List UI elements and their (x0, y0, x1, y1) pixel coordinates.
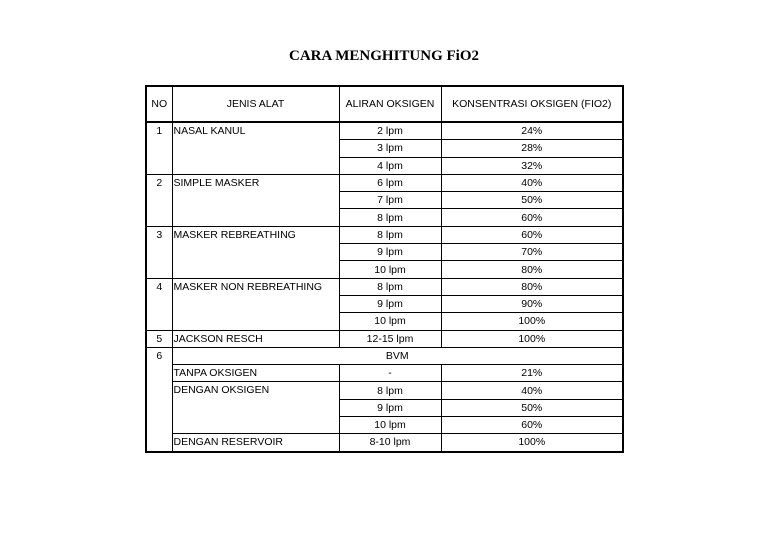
device-name: DENGAN OKSIGEN (172, 382, 339, 434)
flow-value: 10 lpm (339, 313, 441, 330)
flow-value: 3 lpm (339, 140, 441, 157)
flow-value: - (339, 365, 441, 382)
fio2-value: 100% (441, 434, 623, 452)
flow-value: 8 lpm (339, 382, 441, 399)
flow-value: 2 lpm (339, 122, 441, 140)
device-name: SIMPLE MASKER (172, 174, 339, 226)
fio2-value: 90% (441, 295, 623, 312)
table-row (146, 122, 623, 140)
header-jenis-alat: JENIS ALAT (172, 86, 339, 122)
header-row (146, 86, 623, 122)
table-row (146, 365, 623, 382)
fio2-value: 21% (441, 365, 623, 382)
fio2-value: 70% (441, 244, 623, 261)
fio2-value: 40% (441, 174, 623, 191)
table-row (146, 382, 623, 399)
flow-value: 10 lpm (339, 417, 441, 434)
table-row (146, 434, 623, 452)
flow-value: 8-10 lpm (339, 434, 441, 452)
flow-value: 8 lpm (339, 278, 441, 295)
fio2-table (145, 85, 624, 453)
table-row (146, 278, 623, 295)
flow-value: 10 lpm (339, 261, 441, 278)
table-row (146, 226, 623, 243)
device-name: DENGAN RESERVOIR (172, 434, 339, 452)
fio2-value: 28% (441, 140, 623, 157)
flow-value: 6 lpm (339, 174, 441, 191)
fio2-value: 60% (441, 209, 623, 226)
row-number: 6 (146, 347, 172, 451)
flow-value: 9 lpm (339, 244, 441, 261)
header-no: NO (146, 86, 172, 122)
page-title: CARA MENGHITUNG FiO2 (288, 48, 479, 64)
fio2-value: 50% (441, 399, 623, 416)
fio2-value: 100% (441, 330, 623, 347)
device-name: NASAL KANUL (172, 122, 339, 174)
row-number: 5 (146, 330, 172, 347)
flow-value: 9 lpm (339, 399, 441, 416)
fio2-value: 24% (441, 122, 623, 140)
flow-value: 7 lpm (339, 192, 441, 209)
bvm-label: BVM (172, 347, 623, 364)
table-row (146, 330, 623, 347)
fio2-value: 50% (441, 192, 623, 209)
fio2-value: 80% (441, 261, 623, 278)
header-konsentrasi: KONSENTRASI OKSIGEN (FIO2) (441, 86, 623, 122)
row-number: 4 (146, 278, 172, 330)
fio2-value: 100% (441, 313, 623, 330)
fio2-value: 32% (441, 157, 623, 174)
device-name: TANPA OKSIGEN (172, 365, 339, 382)
device-name: MASKER NON REBREATHING (172, 278, 339, 330)
fio2-value: 60% (441, 417, 623, 434)
row-number: 1 (146, 122, 172, 174)
row-number: 3 (146, 226, 172, 278)
flow-value: 4 lpm (339, 157, 441, 174)
flow-value: 9 lpm (339, 295, 441, 312)
flow-value: 12-15 lpm (339, 330, 441, 347)
device-name: JACKSON RESCH (172, 330, 339, 347)
fio2-value: 80% (441, 278, 623, 295)
fio2-value: 40% (441, 382, 623, 399)
table-row (146, 347, 623, 364)
flow-value: 8 lpm (339, 226, 441, 243)
header-aliran-oksigen: ALIRAN OKSIGEN (339, 86, 441, 122)
row-number: 2 (146, 174, 172, 226)
fio2-value: 60% (441, 226, 623, 243)
table-row (146, 174, 623, 191)
device-name: MASKER REBREATHING (172, 226, 339, 278)
flow-value: 8 lpm (339, 209, 441, 226)
